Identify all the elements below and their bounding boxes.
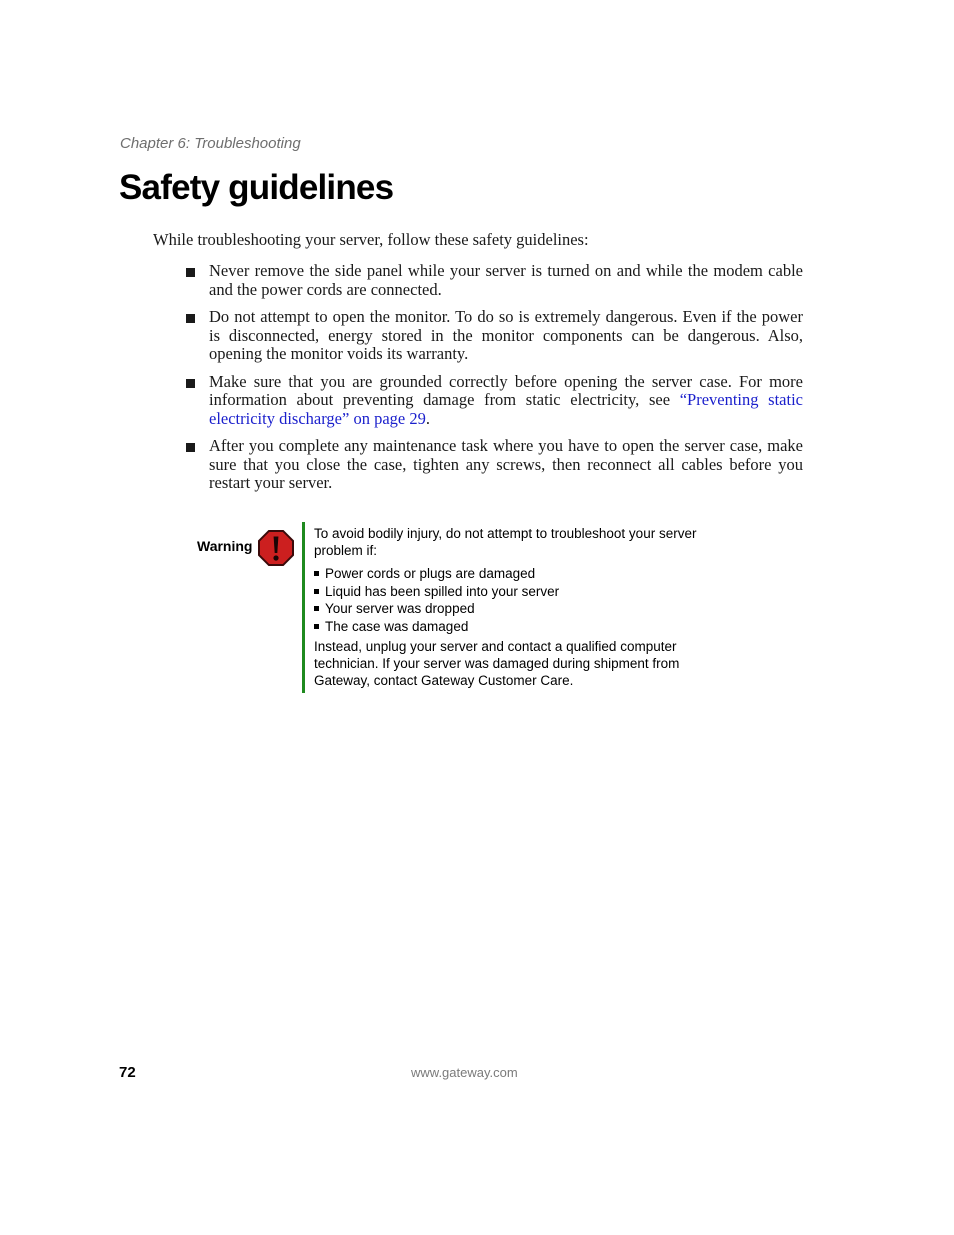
cross-reference-link[interactable]: “Preventing static electricity discharge” on page 29 [209,390,803,428]
intro-paragraph: While troubleshooting your server, follow these safety guidelines: [153,230,589,249]
warning-outro: Instead, unplug your server and contact a qualified computer technician. If your server was damaged during shipment from Gateway, contact Gateway Customer Care. [314,639,680,688]
list-item-text: Never remove the side panel while your server is turned on and while the modem cable and the power cords are connected. [209,261,803,299]
list-item [314,618,734,636]
list-item-text: After you complete any maintenance task where you have to open the server case, make sure that you close the case, tighten any screws, then reconnect all cables before you restart your server. [209,436,803,492]
square-bullet-icon [186,314,195,323]
list-item [185,308,803,364]
warning-label: Warning [197,538,253,554]
square-bullet-icon [186,379,195,388]
square-bullet-icon [314,606,319,611]
list-item [314,565,734,583]
list-item [314,600,734,618]
list-item [314,583,734,601]
square-bullet-icon [314,624,319,629]
list-item-text: Your server was dropped [325,601,475,616]
warning-divider [302,522,305,693]
safety-guideline-list [185,262,803,502]
warning-intro: To avoid bodily injury, do not attempt to troubleshoot your server problem if: [314,526,697,558]
list-item-text-end: . [425,408,430,428]
warning-octagon-icon [257,529,295,567]
list-item-text: The case was damaged [325,618,469,634]
list-item-text: Make sure that you are grounded correctly before opening the server case. For more information about preventing damage from static electricity, see [209,371,803,409]
page-number: 72 [119,1064,136,1081]
list-item [185,373,803,429]
square-bullet-icon [186,268,195,277]
warning-condition-list [314,565,734,635]
page-title: Safety guidelines [119,168,394,207]
warning-box [314,525,734,689]
list-item-text: Liquid has been spilled into your server [325,583,560,599]
list-item [185,437,803,493]
square-bullet-icon [314,589,319,594]
footer-url: www.gateway.com [411,1065,518,1080]
list-item [185,262,803,299]
square-bullet-icon [186,443,195,452]
square-bullet-icon [314,571,319,576]
list-item-text: Power cords or plugs are damaged [325,566,536,581]
running-head: Chapter 6: Troubleshooting [120,135,301,152]
list-item-text: Do not attempt to open the monitor. To do so is extremely dangerous. Even if the power is disconnected, energy stored in the monitor components can be dangerous. Also, opening the monitor voids its warranty. [209,307,803,363]
